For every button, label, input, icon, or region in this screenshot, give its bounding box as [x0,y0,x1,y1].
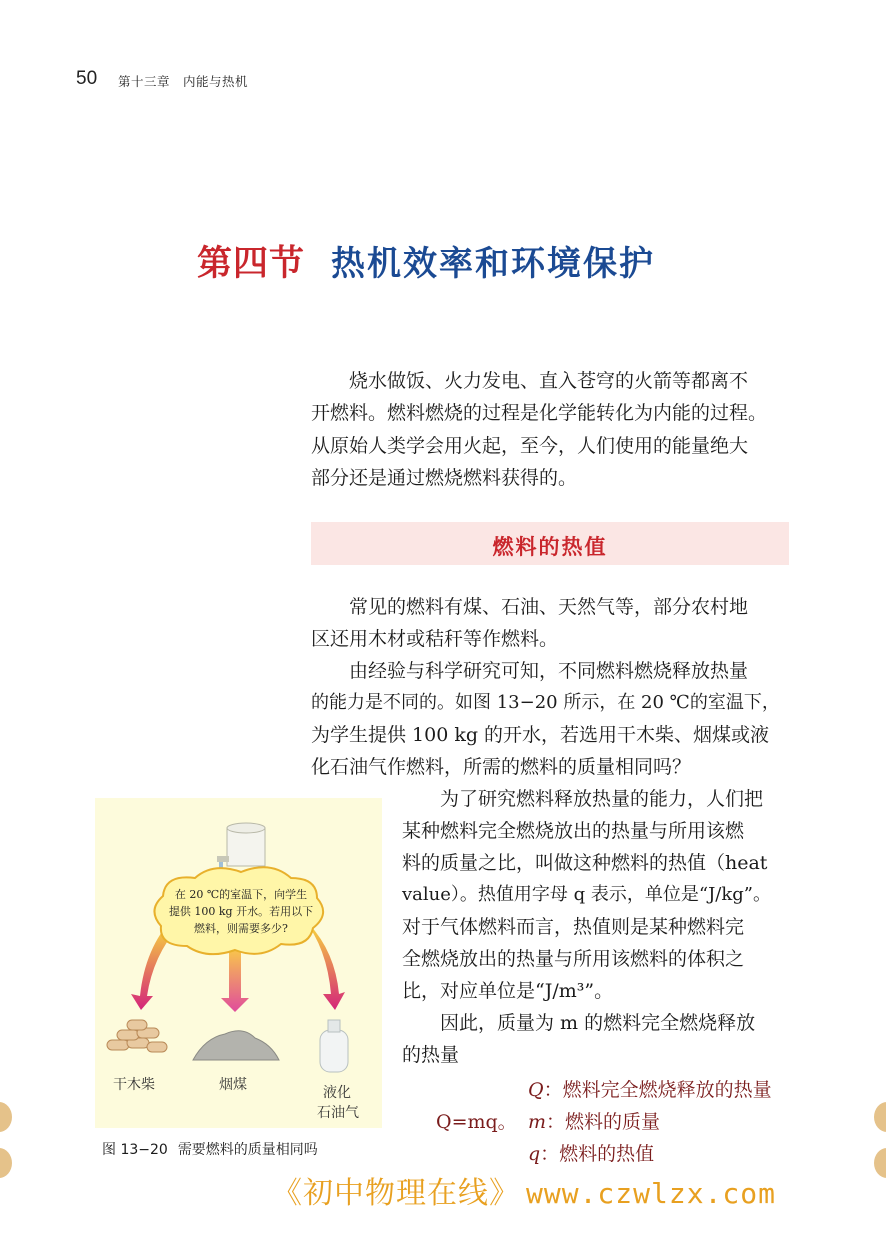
formula-symbol: q [528,1143,541,1165]
text-line: 由经验与科学研究可知，不同燃料燃烧释放热量 [311,660,749,682]
text-line: 区还用木材或秸秆等作燃料。 [311,628,559,650]
text-line: 从原始人类学会用火起，至今，人们使用的能量绝大 [311,435,749,457]
label-dry-wood: 干木柴 [113,1077,155,1093]
text-line: 某种燃料完全燃烧放出的热量与所用该燃 [402,820,745,842]
text-line: 比，对应单位是“J/m³”。 [402,980,614,1002]
edge-tab-decoration [0,1148,12,1178]
section-title [197,236,655,286]
chapter-header: 第十三章 内能与热机 [118,74,249,89]
label-bituminous-coal: 烟煤 [219,1077,247,1093]
bubble-line: 燃料，则需要多少? [194,922,288,935]
text-line: 因此，质量为 m 的燃料完全燃烧释放 [402,1012,756,1034]
figure-caption-text: 需要燃料的质量相同吗 [177,1142,318,1158]
formula-symbol: Q [528,1079,544,1101]
figure-number: 图 13−20 [102,1142,168,1158]
watermark-url: www.czwlzx.com [526,1177,777,1210]
text-line: 料的质量之比，叫做这种燃料的热值（heat [402,852,768,874]
figure-caption [102,1139,318,1159]
formula-symbol: m [528,1111,547,1133]
formula-legend-text: ：燃料的热值 [540,1143,655,1165]
watermark-brand: 《初中物理在线》 [272,1176,520,1211]
edge-tab-decoration [874,1148,886,1178]
subsection-banner [311,522,789,565]
text-line: 全燃烧放出的热量与所用该燃料的体积之 [402,948,745,970]
bubble-line: 在 20 ℃的室温下，向学生 [174,888,308,901]
formula-legend-item [528,1075,772,1102]
section-name: 热机效率和环境保护 [331,244,656,284]
bubble-question [161,886,321,937]
watermark [272,1168,776,1212]
label-lpg-line2: 石油气 [317,1105,359,1121]
water-bucket-icon [217,823,265,868]
text-line: value）。热值用字母 q 表示，单位是“J/kg”。 [402,884,771,905]
page-number: 50 [76,68,98,89]
label-lpg-line1: 液化 [323,1085,351,1101]
text-line: 常见的燃料有煤、石油、天然气等，部分农村地 [311,596,749,618]
text-line: 部分还是通过燃烧燃料获得的。 [311,467,578,489]
formula-legend-item [528,1107,660,1134]
formula-legend-item [528,1139,654,1166]
bubble-line: 提供 100 kg 开水。若用以下 [168,905,314,918]
section-number: 第四节 [197,243,306,284]
subsection-title: 燃料的热值 [492,535,608,559]
edge-tab-decoration [874,1102,886,1132]
text-line: 为学生提供 100 kg 的开水，若选用干木柴、烟煤或液 [311,724,770,746]
formula-equation: Q=mq。 [436,1111,517,1133]
edge-tab-decoration [0,1102,12,1132]
figure-13-20 [95,798,382,1128]
text-line: 的能力是不同的。如图 13−20 所示，在 20 ℃的室温下， [311,692,780,713]
formula-legend-text: ：燃料的质量 [546,1111,661,1133]
coal-pile-icon [193,1031,279,1060]
firewood-icon [107,1020,167,1052]
text-line: 为了研究燃料释放热量的能力，人们把 [402,788,764,810]
text-line: 烧水做饭、火力发电、直入苍穹的火箭等都离不 [311,370,749,392]
text-line: 的热量 [402,1044,460,1066]
arrow-to-coal-icon [221,948,249,1012]
text-line: 对于气体燃料而言，热值则是某种燃料完 [402,916,745,938]
text-line: 开燃料。燃料燃烧的过程是化学能转化为内能的过程。 [311,402,768,424]
formula-legend-text: ：燃料完全燃烧释放的热量 [543,1079,772,1101]
gas-tank-icon [320,1020,348,1072]
text-line: 化石油气作燃料，所需的燃料的质量相同吗？ [311,756,692,778]
